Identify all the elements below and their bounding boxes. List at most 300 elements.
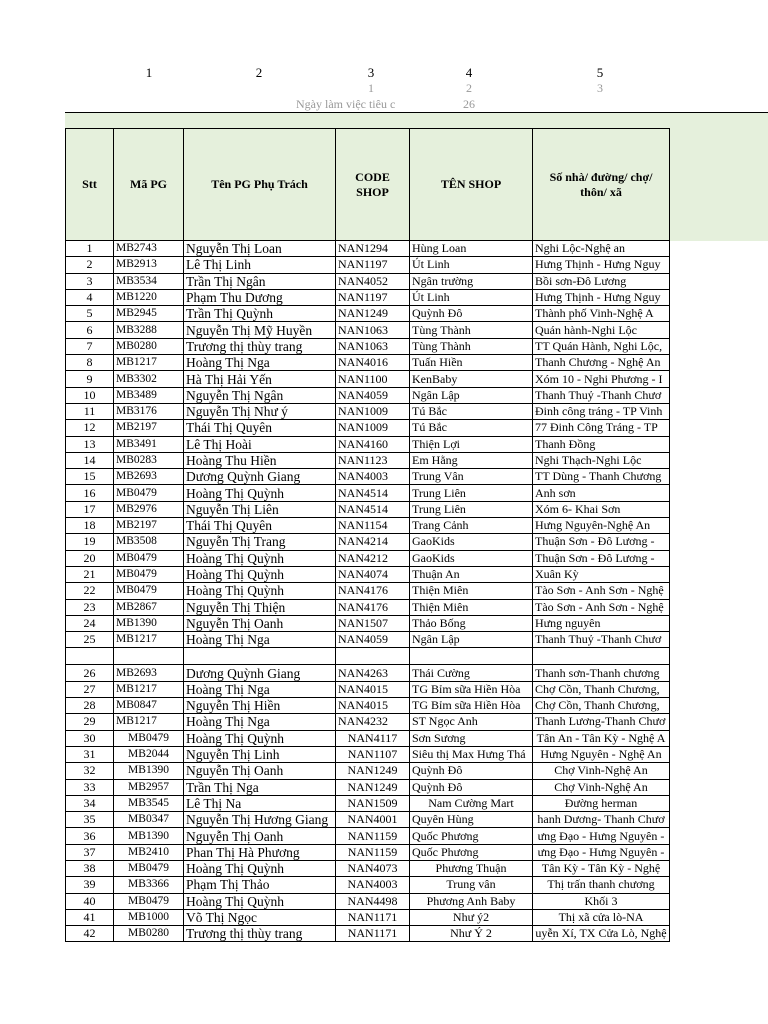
cell-stt: 14 [66, 452, 114, 468]
cell-address: Thanh sơn-Thanh chương [533, 665, 670, 681]
cell-stt: 38 [66, 860, 114, 876]
cell-code-shop: NAN4232 [336, 714, 410, 730]
cell-stt: 29 [66, 714, 114, 730]
cell-code-shop: NAN1063 [336, 338, 410, 354]
cell-ten-pg: Hoàng Thị Quỳnh [184, 860, 336, 876]
table-row [66, 746, 670, 762]
cell-code-shop: NAN4263 [336, 665, 410, 681]
cell-ma-pg: MB3302 [114, 371, 184, 387]
cell-ten-shop: Thiện Miên [410, 583, 533, 599]
cell-ma-pg: MB2957 [114, 779, 184, 795]
cell-address: Khối 3 [533, 893, 670, 909]
cell-ten-pg: Hoàng Thị Quỳnh [184, 485, 336, 501]
cell-ten-shop [410, 648, 533, 665]
cell-ten-pg: Lê Thị Hoài [184, 436, 336, 452]
cell-ten-pg: Nguyễn Thị Như ý [184, 403, 336, 419]
column-number-5: 5 [596, 65, 604, 80]
cell-stt: 30 [66, 730, 114, 746]
cell-ten-shop: Quốc Phương [410, 828, 533, 844]
cell-stt: 42 [66, 926, 114, 942]
cell-code-shop: NAN4015 [336, 681, 410, 697]
cell-ma-pg: MB3489 [114, 387, 184, 403]
sub-number-1: 1 [368, 81, 374, 95]
cell-ten-pg: Lê Thị Linh [184, 257, 336, 273]
cell-ten-shop: Thiện Lợi [410, 436, 533, 452]
cell-code-shop: NAN1159 [336, 844, 410, 860]
cell-ten-shop: Trung Liên [410, 501, 533, 517]
cell-ten-shop: Ngân Lập [410, 387, 533, 403]
cell-ten-pg: Hoàng Thị Quỳnh [184, 583, 336, 599]
table-row [66, 534, 670, 550]
cell-ten-shop: TG Bỉm sữa Hiền Hòa [410, 681, 533, 697]
cell-ma-pg: MB0347 [114, 812, 184, 828]
cell-ma-pg: MB2197 [114, 518, 184, 534]
cell-ten-shop: Thuận An [410, 566, 533, 582]
cell-ma-pg: MB1390 [114, 763, 184, 779]
cell-ten-shop: Phương Anh Baby [410, 893, 533, 909]
table-row [66, 420, 670, 436]
cell-stt: 11 [66, 403, 114, 419]
cell-ma-pg: MB3545 [114, 795, 184, 811]
column-number-3: 3 [367, 65, 375, 80]
cell-ten-pg: Hoàng Thị Nga [184, 632, 336, 648]
cell-address: Hưng Nguyên - Nghệ An [533, 746, 670, 762]
cell-ten-pg: Nguyễn Thị Thiện [184, 599, 336, 615]
cell-ten-shop: Trung Vân [410, 469, 533, 485]
cell-ma-pg [114, 648, 184, 665]
cell-address: Đinh công tráng - TP Vinh [533, 403, 670, 419]
cell-ten-pg: Nguyễn Thị Mỹ Huyền [184, 322, 336, 338]
cell-stt [66, 648, 114, 665]
table-row [66, 469, 670, 485]
cell-ten-pg: Thái Thị Quyên [184, 420, 336, 436]
cell-ten-pg: Hoàng Thị Quỳnh [184, 566, 336, 582]
cell-stt: 1 [66, 241, 114, 257]
cell-ten-shop: Út Linh [410, 289, 533, 305]
table-row [66, 714, 670, 730]
cell-ten-pg: Hoàng Thu Hiền [184, 452, 336, 468]
cell-ten-shop: Tùng Thành [410, 322, 533, 338]
table-row [66, 909, 670, 925]
table-row [66, 257, 670, 273]
cell-code-shop: NAN1100 [336, 371, 410, 387]
cell-address: Tào Sơn - Anh Sơn - Nghệ [533, 599, 670, 615]
cell-ten-shop: Hùng Loan [410, 241, 533, 257]
table-row [66, 681, 670, 697]
cell-stt: 17 [66, 501, 114, 517]
cell-stt: 32 [66, 763, 114, 779]
cell-ma-pg: MB2693 [114, 665, 184, 681]
cell-stt: 19 [66, 534, 114, 550]
cell-stt: 39 [66, 877, 114, 893]
column-number-4: 4 [465, 65, 473, 80]
cell-ma-pg: MB0479 [114, 860, 184, 876]
cell-code-shop: NAN4059 [336, 387, 410, 403]
cell-stt: 18 [66, 518, 114, 534]
table-row [66, 779, 670, 795]
cell-ma-pg: MB0280 [114, 338, 184, 354]
table-row [66, 795, 670, 811]
cell-code-shop: NAN4117 [336, 730, 410, 746]
table-row [66, 648, 670, 665]
cell-ten-pg: Hoàng Thị Quỳnh [184, 550, 336, 566]
cell-address: Xóm 6- Khai Sơn [533, 501, 670, 517]
cell-address: Xóm 10 - Nghi Phương - I [533, 371, 670, 387]
cell-stt: 41 [66, 909, 114, 925]
table-row [66, 812, 670, 828]
cell-ma-pg: MB0283 [114, 452, 184, 468]
cell-ten-pg: Nguyễn Thị Oanh [184, 615, 336, 631]
table-row [66, 763, 670, 779]
cell-ten-pg: Thái Thị Quyên [184, 518, 336, 534]
cell-ten-shop: Tú Bắc [410, 420, 533, 436]
table-row [66, 860, 670, 876]
cell-ma-pg: MB1217 [114, 355, 184, 371]
cell-address: Đường herman [533, 795, 670, 811]
cell-ten-shop: Phương Thuận [410, 860, 533, 876]
cell-stt: 31 [66, 746, 114, 762]
header-code-shop: CODE SHOP [336, 129, 410, 241]
cell-stt: 37 [66, 844, 114, 860]
cell-ten-shop: GaoKids [410, 550, 533, 566]
cell-ten-shop: TG Bỉm sữa Hiền Hòa [410, 698, 533, 714]
cell-ten-shop: Út Linh [410, 257, 533, 273]
table-row [66, 289, 670, 305]
cell-ten-pg: Dương Quỳnh Giang [184, 665, 336, 681]
header-band-right [669, 128, 768, 241]
cell-ma-pg: MB3176 [114, 403, 184, 419]
cell-address: ưng Đạo - Hưng Nguyên - [533, 828, 670, 844]
cell-address: Chợ Cồn, Thanh Chương, [533, 681, 670, 697]
cell-address: Xuân Kỳ [533, 566, 670, 582]
cell-stt: 5 [66, 306, 114, 322]
cell-code-shop: NAN1171 [336, 926, 410, 942]
cell-code-shop: NAN4514 [336, 501, 410, 517]
cell-ten-shop: Như ý2 [410, 909, 533, 925]
cell-ma-pg: MB1220 [114, 289, 184, 305]
sub-number-2: 2 [466, 81, 472, 95]
cell-ten-pg: Trần Thị Nga [184, 779, 336, 795]
cell-ten-shop: Trung Liên [410, 485, 533, 501]
table-row [66, 273, 670, 289]
cell-code-shop: NAN4073 [336, 860, 410, 876]
cell-stt: 12 [66, 420, 114, 436]
table-row [66, 893, 670, 909]
cell-code-shop: NAN4514 [336, 485, 410, 501]
cell-address: Thanh Thuỷ -Thanh Chươ [533, 632, 670, 648]
table-row [66, 632, 670, 648]
cell-ma-pg: MB1217 [114, 714, 184, 730]
table-row [66, 926, 670, 942]
cell-ten-pg: Nguyễn Thị Trang [184, 534, 336, 550]
cell-ten-pg: Hoàng Thị Nga [184, 355, 336, 371]
table-row [66, 566, 670, 582]
cell-ten-shop: Quốc Phương [410, 844, 533, 860]
cell-ma-pg: MB3288 [114, 322, 184, 338]
cell-ten-shop: Ngân Lập [410, 632, 533, 648]
table-row [66, 436, 670, 452]
cell-stt: 4 [66, 289, 114, 305]
table-row [66, 241, 670, 257]
cell-address: Thị trấn thanh chương [533, 877, 670, 893]
cell-stt: 20 [66, 550, 114, 566]
cell-ten-shop: ST Ngọc Anh [410, 714, 533, 730]
table-row [66, 322, 670, 338]
cell-code-shop: NAN1249 [336, 779, 410, 795]
header-ten-pg: Tên PG Phụ Trách [184, 129, 336, 241]
cell-address: Bồi sơn-Đô Lương [533, 273, 670, 289]
cell-ten-shop: Nam Cường Mart [410, 795, 533, 811]
cell-ten-pg [184, 648, 336, 665]
cell-address: Hưng Thịnh - Hưng Nguy [533, 289, 670, 305]
cell-ma-pg: MB0479 [114, 730, 184, 746]
cell-ma-pg: MB3491 [114, 436, 184, 452]
cell-code-shop: NAN1249 [336, 763, 410, 779]
cell-ten-pg: Nguyễn Thị Linh [184, 746, 336, 762]
cell-ma-pg: MB0479 [114, 566, 184, 582]
cell-stt: 28 [66, 698, 114, 714]
table-row [66, 828, 670, 844]
table-row [66, 844, 670, 860]
cell-ten-shop: Ngân trường [410, 273, 533, 289]
cell-stt: 27 [66, 681, 114, 697]
cell-ten-pg: Trần Thị Quỳnh [184, 306, 336, 322]
table-row [66, 583, 670, 599]
cell-stt: 21 [66, 566, 114, 582]
cell-address: Thuận Sơn - Đô Lương - [533, 534, 670, 550]
cell-code-shop: NAN1009 [336, 420, 410, 436]
cell-code-shop: NAN4498 [336, 893, 410, 909]
header-ten-shop: TÊN SHOP [410, 129, 533, 241]
column-number-2: 2 [255, 65, 263, 80]
cell-ten-pg: Phạm Thu Dương [184, 289, 336, 305]
cell-ma-pg: MB0479 [114, 485, 184, 501]
table-row [66, 615, 670, 631]
cell-address: Hưng Thịnh - Hưng Nguy [533, 257, 670, 273]
cell-address: TT Dùng - Thanh Chương [533, 469, 670, 485]
cell-ten-pg: Hà Thị Hải Yến [184, 371, 336, 387]
cell-ten-shop: Quyên Hùng [410, 812, 533, 828]
cell-ten-shop: Trang Cảnh [410, 518, 533, 534]
cell-ten-pg: Hoàng Thị Nga [184, 681, 336, 697]
table-row [66, 730, 670, 746]
table-row [66, 550, 670, 566]
table-row [66, 338, 670, 354]
cell-address: Chợ Cồn, Thanh Chương, [533, 698, 670, 714]
cell-ten-shop: Thiện Miên [410, 599, 533, 615]
cell-ma-pg: MB2410 [114, 844, 184, 860]
cell-stt: 35 [66, 812, 114, 828]
cell-code-shop: NAN4176 [336, 599, 410, 615]
cell-ma-pg: MB2867 [114, 599, 184, 615]
column-number-1: 1 [145, 65, 153, 80]
cell-ma-pg: MB3508 [114, 534, 184, 550]
cell-ma-pg: MB2197 [114, 420, 184, 436]
cell-address: Thuận Sơn - Đô Lương - [533, 550, 670, 566]
cell-ten-shop: GaoKids [410, 534, 533, 550]
cell-address: Nghi Thạch-Nghi Lộc [533, 452, 670, 468]
cell-address: Chợ Vinh-Nghệ An [533, 779, 670, 795]
header-stt: Stt [66, 129, 114, 241]
table-header-row [66, 129, 670, 241]
cell-ten-pg: Nguyễn Thị Hương Giang [184, 812, 336, 828]
cell-ten-pg: Phạm Thị Thảo [184, 877, 336, 893]
cell-ma-pg: MB2693 [114, 469, 184, 485]
cell-ma-pg: MB2044 [114, 746, 184, 762]
cell-ten-shop: Quỳnh Đô [410, 763, 533, 779]
cell-ten-pg: Nguyễn Thị Ngân [184, 387, 336, 403]
cell-address: Thanh Lương-Thanh Chươ [533, 714, 670, 730]
cell-stt: 10 [66, 387, 114, 403]
cell-ma-pg: MB2976 [114, 501, 184, 517]
cell-ma-pg: MB1217 [114, 681, 184, 697]
table-row [66, 387, 670, 403]
cell-ma-pg: MB0847 [114, 698, 184, 714]
cell-ten-pg: Nguyễn Thị Oanh [184, 828, 336, 844]
cell-ten-shop: Như Ý 2 [410, 926, 533, 942]
cell-code-shop [336, 648, 410, 665]
cell-ten-shop: Em Hằng [410, 452, 533, 468]
cell-ma-pg: MB2913 [114, 257, 184, 273]
cell-code-shop: NAN1171 [336, 909, 410, 925]
cell-ten-shop: Quỳnh Đô [410, 779, 533, 795]
cell-code-shop: NAN4074 [336, 566, 410, 582]
cell-ma-pg: MB3366 [114, 877, 184, 893]
cell-stt: 36 [66, 828, 114, 844]
cell-code-shop: NAN4214 [336, 534, 410, 550]
cell-code-shop: NAN4059 [336, 632, 410, 648]
cell-code-shop: NAN4003 [336, 469, 410, 485]
cell-ten-pg: Trần Thị Ngân [184, 273, 336, 289]
cell-ma-pg: MB2945 [114, 306, 184, 322]
sub-number-3: 3 [597, 81, 603, 95]
cell-ten-pg: Hoàng Thị Nga [184, 714, 336, 730]
cell-ten-pg: Phan Thị Hà Phương [184, 844, 336, 860]
cell-ten-shop: KenBaby [410, 371, 533, 387]
cell-code-shop: NAN1009 [336, 403, 410, 419]
cell-code-shop: NAN1159 [336, 828, 410, 844]
cell-address: ưng Đạo - Hưng Nguyên - [533, 844, 670, 860]
cell-ma-pg: MB1217 [114, 632, 184, 648]
cell-ten-pg: Nguyễn Thị Liên [184, 501, 336, 517]
table-row [66, 306, 670, 322]
cell-code-shop: NAN1063 [336, 322, 410, 338]
cell-stt: 6 [66, 322, 114, 338]
cell-ten-pg: Hoàng Thị Quỳnh [184, 730, 336, 746]
cell-code-shop: NAN1123 [336, 452, 410, 468]
workday-label: Ngày làm việc tiêu c [296, 97, 396, 111]
table-row [66, 501, 670, 517]
cell-code-shop: NAN1107 [336, 746, 410, 762]
cell-ten-pg: Võ Thị Ngọc [184, 909, 336, 925]
cell-ma-pg: MB0479 [114, 893, 184, 909]
cell-address: Thanh Đồng [533, 436, 670, 452]
cell-ma-pg: MB1390 [114, 828, 184, 844]
cell-stt: 3 [66, 273, 114, 289]
cell-address: Tào Sơn - Anh Sơn - Nghệ [533, 583, 670, 599]
cell-address: uyễn Xí, TX Cửa Lò, Nghệ [533, 926, 670, 942]
cell-ten-shop: Sơn Sương [410, 730, 533, 746]
cell-stt: 7 [66, 338, 114, 354]
cell-stt: 2 [66, 257, 114, 273]
cell-address: Tân Kỳ - Tân Kỳ - Nghệ [533, 860, 670, 876]
cell-ma-pg: MB3534 [114, 273, 184, 289]
cell-ma-pg: MB0479 [114, 583, 184, 599]
cell-address: Nghi Lộc-Nghệ an [533, 241, 670, 257]
cell-address: Quán hành-Nghi Lộc [533, 322, 670, 338]
cell-ten-shop: Thái Cường [410, 665, 533, 681]
cell-code-shop: NAN4016 [336, 355, 410, 371]
cell-ten-shop: Trung vân [410, 877, 533, 893]
cell-address: Thanh Thuỷ -Thanh Chươ [533, 387, 670, 403]
cell-ten-pg: Dương Quỳnh Giang [184, 469, 336, 485]
cell-code-shop: NAN4001 [336, 812, 410, 828]
cell-code-shop: NAN1249 [336, 306, 410, 322]
cell-ten-pg: Nguyễn Thị Loan [184, 241, 336, 257]
cell-stt: 15 [66, 469, 114, 485]
cell-stt: 23 [66, 599, 114, 615]
shop-table [65, 128, 670, 942]
cell-address: Hưng nguyên [533, 615, 670, 631]
cell-code-shop: NAN1154 [336, 518, 410, 534]
cell-address: Thị xã cửa lò-NA [533, 909, 670, 925]
cell-code-shop: NAN4176 [336, 583, 410, 599]
cell-stt: 40 [66, 893, 114, 909]
cell-address: Hưng Nguyên-Nghệ An [533, 518, 670, 534]
cell-address: Thành phố Vinh-Nghệ A [533, 306, 670, 322]
header-address: Số nhà/ đường/ chợ/ thôn/ xã [533, 129, 670, 241]
table-row [66, 518, 670, 534]
table-row [66, 403, 670, 419]
cell-ma-pg: MB0479 [114, 550, 184, 566]
cell-stt: 13 [66, 436, 114, 452]
cell-code-shop: NAN4015 [336, 698, 410, 714]
cell-ma-pg: MB2743 [114, 241, 184, 257]
cell-address: Tân An - Tân Kỳ - Nghệ A [533, 730, 670, 746]
table-row [66, 485, 670, 501]
cell-ten-shop: Tú Bắc [410, 403, 533, 419]
cell-stt: 34 [66, 795, 114, 811]
table-row [66, 599, 670, 615]
table-row [66, 665, 670, 681]
table-row [66, 355, 670, 371]
cell-ten-pg: Trương thị thùy trang [184, 926, 336, 942]
cell-code-shop: NAN4160 [336, 436, 410, 452]
cell-code-shop: NAN4212 [336, 550, 410, 566]
workday-value: 26 [463, 97, 475, 111]
cell-stt: 9 [66, 371, 114, 387]
table-row [66, 698, 670, 714]
cell-code-shop: NAN1197 [336, 257, 410, 273]
cell-code-shop: NAN4052 [336, 273, 410, 289]
cell-address: 77 Đinh Công Tráng - TP [533, 420, 670, 436]
cell-code-shop: NAN1197 [336, 289, 410, 305]
cell-ten-shop: Thảo Bống [410, 615, 533, 631]
cell-stt: 24 [66, 615, 114, 631]
cell-address: Chợ Vinh-Nghệ An [533, 763, 670, 779]
cell-stt: 26 [66, 665, 114, 681]
cell-ten-pg: Nguyễn Thị Oanh [184, 763, 336, 779]
cell-address: TT Quán Hành, Nghi Lộc, [533, 338, 670, 354]
table-row [66, 452, 670, 468]
cell-code-shop: NAN1294 [336, 241, 410, 257]
cell-code-shop: NAN4003 [336, 877, 410, 893]
table-row [66, 371, 670, 387]
cell-address: hanh Dương- Thanh Chươ [533, 812, 670, 828]
cell-ma-pg: MB1390 [114, 615, 184, 631]
cell-ten-pg: Trương thị thùy trang [184, 338, 336, 354]
cell-ten-pg: Hoàng Thị Quỳnh [184, 893, 336, 909]
